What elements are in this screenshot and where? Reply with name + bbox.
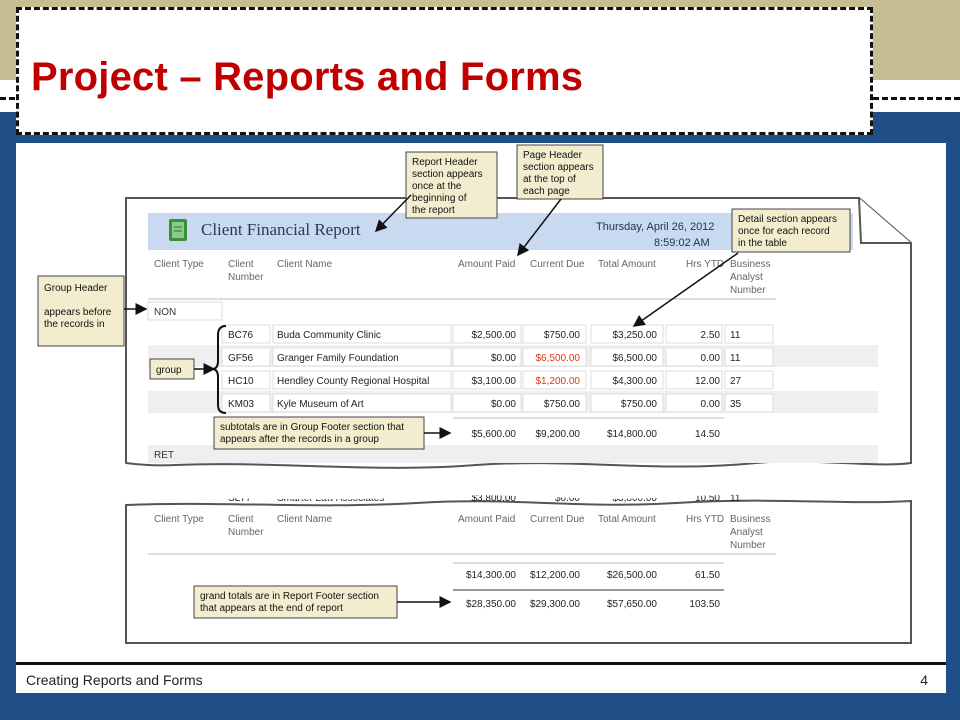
svg-text:once at the: once at the [412,181,462,192]
table-row [222,371,773,389]
report-title: Client Financial Report [201,220,361,239]
header-hrs-ytd: Hrs YTD [686,259,725,270]
header-client-number-2: Number [228,527,264,538]
table-row [222,325,773,343]
svg-text:section appears: section appears [523,162,594,173]
row-1-paid: $2,500.00 [471,330,516,341]
header-client-name: Client Name [277,514,333,525]
row-2-hrs: 0.00 [700,353,720,364]
row-2-due: $6,500.00 [535,353,580,364]
row-1-name: Buda Community Clinic [277,330,381,341]
row-4-due: $750.00 [543,399,580,410]
group-total-paid: $14,300.00 [465,570,516,581]
slide-footer [16,665,946,693]
header-business-2: Analyst [730,272,763,283]
header-hrs-ytd: Hrs YTD [686,514,725,525]
report-illustration [16,143,946,662]
row-1-number: BC76 [228,330,254,341]
header-client-number-2: Number [228,272,264,283]
row-4-paid: $0.00 [490,399,516,410]
svg-text:once for each record: once for each record [738,226,830,237]
header-current-due: Current Due [530,259,585,270]
group-non-label: NON [154,307,177,318]
row-3-hrs: 12.00 [694,376,720,387]
svg-text:that appears at the end of rep: that appears at the end of report [200,603,343,614]
grand-total-due: $29,300.00 [529,599,580,610]
row-3-analyst: 27 [730,376,742,387]
row-2-paid: $0.00 [490,353,516,364]
header-client-type: Client Type [154,259,204,270]
svg-text:Report Header: Report Header [412,157,478,168]
row-3-number: HC10 [228,376,254,387]
row-2-analyst: 11 [730,353,741,364]
header-client-number: Client [228,259,254,270]
row-1-due: $750.00 [543,330,580,341]
row-2-number: GF56 [228,353,254,364]
svg-text:beginning of: beginning of [412,193,467,204]
row-4-hrs: 0.00 [700,399,720,410]
row-4-analyst: 35 [730,399,742,410]
subtotal-due: $9,200.00 [535,429,580,440]
group-total-total: $26,500.00 [606,570,657,581]
row-3-paid: $3,100.00 [471,376,516,387]
svg-text:the records in: the records in [44,319,105,330]
svg-text:Group Header: Group Header [44,283,108,294]
subtotal-hrs: 14.50 [694,429,720,440]
header-client-type: Client Type [154,514,204,525]
row-4-number: KM03 [228,399,255,410]
group-total-due: $12,200.00 [529,570,580,581]
partial-row-hrs: 10.50 [694,493,720,504]
svg-text:Detail section appears: Detail section appears [738,214,837,225]
svg-text:section appears: section appears [412,169,483,180]
row-1-analyst: 11 [730,330,741,341]
svg-text:subtotals are in Group Footer: subtotals are in Group Footer section that [220,422,404,433]
header-business-2: Analyst [730,527,763,538]
grand-total-hrs: 103.50 [689,599,720,610]
svg-text:appears after the records in a: appears after the records in a group [220,434,379,445]
row-3-total: $4,300.00 [612,376,657,387]
svg-text:appears before: appears before [44,307,112,318]
header-amount-paid: Amount Paid [458,259,516,270]
torn-edge-mask [126,491,911,496]
row-2-name: Granger Family Foundation [277,353,399,364]
header-current-due: Current Due [530,514,585,525]
svg-text:each page: each page [523,186,570,197]
row-1-total: $3,250.00 [612,330,657,341]
header-total-amount: Total Amount [598,514,656,525]
slide-title: Project – Reports and Forms [31,55,584,99]
title-box [16,7,873,135]
page-number: 4 [920,672,928,688]
header-client-name: Client Name [277,259,333,270]
callout-group-text: group [156,365,182,376]
callout-group-header-text [44,283,112,330]
footer-text: Creating Reports and Forms [26,672,203,688]
report-icon [169,219,187,241]
row-1-hrs: 2.50 [700,330,720,341]
row-4-name: Kyle Museum of Art [277,399,364,410]
row-3-name: Hendley County Regional Hospital [277,376,430,387]
header-total-amount: Total Amount [598,259,656,270]
group-ret-label: RET [154,450,174,461]
partial-row-due: $0.00 [554,493,580,504]
subtotal-total: $14,800.00 [606,429,657,440]
header-business: Business [730,259,771,270]
row-3-due: $1,200.00 [535,376,580,387]
header-business-3: Number [730,540,766,551]
header-business-3: Number [730,285,766,296]
report-time: 8:59:02 AM [654,237,710,249]
table-row [222,348,773,366]
svg-text:at the top of: at the top of [523,174,576,185]
subtotal-paid: $5,600.00 [471,429,516,440]
partial-row-total: $3,800.00 [612,493,657,504]
grand-total-total: $57,650.00 [606,599,657,610]
table-row [222,394,773,412]
callout-subtotals-text [220,422,404,445]
header-amount-paid: Amount Paid [458,514,516,525]
grand-total-paid: $28,350.00 [465,599,516,610]
row-2-total: $6,500.00 [612,353,657,364]
svg-text:grand totals are in Report Foo: grand totals are in Report Footer section [200,591,379,602]
row-4-total: $750.00 [620,399,657,410]
header-client-number: Client [228,514,254,525]
partial-row-analyst: 11 [730,493,741,504]
svg-text:in the table: in the table [738,238,787,249]
report-date: Thursday, April 26, 2012 [596,221,715,233]
slide-content [16,143,946,662]
partial-row-number: SL77 [228,493,252,504]
group-total-hrs: 61.50 [694,570,720,581]
svg-text:Page Header: Page Header [523,150,582,161]
svg-text:the report: the report [412,205,455,216]
partial-row-paid: $3,800.00 [471,493,516,504]
header-business: Business [730,514,771,525]
partial-row-name: Smarter Law Associates [277,493,385,504]
